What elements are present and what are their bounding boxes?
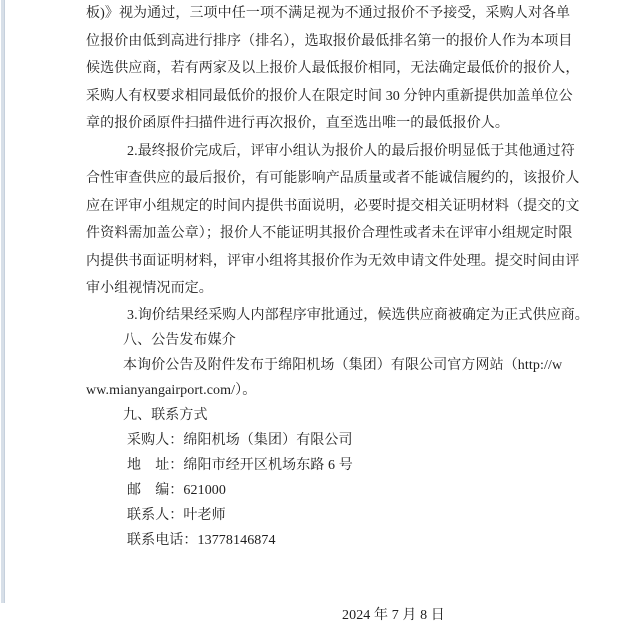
contact-phone-line: 联系电话：13778146874 — [127, 532, 276, 548]
spacer — [86, 553, 576, 578]
contact-address-line: 地 址：绵阳市经开区机场东路 6 号 — [127, 457, 353, 473]
spacer — [86, 578, 576, 603]
contact-purchaser-line: 采购人：绵阳机场（集团）有限公司 — [127, 432, 353, 448]
body-text-line: 采购人有权要求相同最低价的报价人在限定时间 30 分钟内重新提供加盖单位公 — [86, 88, 573, 104]
clause-2-first-line: 2.最终报价完成后，评审小组认为报价人的最后报价明显低于其他通过符 — [127, 143, 575, 159]
website-url-line: ww.mianyangairport.com/）。 — [86, 382, 257, 398]
website-announcement-line: 本询价公告及附件发布于绵阳机场（集团）有限公司官方网站（http://w — [123, 357, 563, 373]
section-heading-media: 八、公告发布媒介 — [123, 332, 236, 348]
document-page — [86, 0, 589, 628]
document-body-lower — [86, 303, 589, 553]
body-text-line: 位报价由低到高进行排序（排名），选取报价最低排名第一的报价人作为本项目 — [86, 33, 573, 49]
document-body-upper — [86, 0, 580, 303]
body-text-line: 合性审查供应的最后报价，有可能影响产品质量或者不能诚信履约的，该报价人 — [86, 171, 580, 186]
body-text-line: 件资料需加盖公章）；报价人不能证明其报价合理性或者未在评审小组规定时限 — [86, 226, 573, 241]
body-text-line: 章的报价函原件扫描件进行再次报价，直至选出唯一的最低报价人。 — [86, 116, 509, 131]
paragraph-continuation-line: 板)》视为通过，三项中任一项不满足视为不通过报价不予接受，采购人对各单 — [86, 6, 571, 21]
contact-person-line: 联系人：叶老师 — [127, 507, 226, 523]
clause-3-line: 3.询价结果经采购人内部程序审批通过，候选供应商被确定为正式供应商。 — [127, 307, 589, 323]
body-text-line: 审小组视情况而定。 — [86, 281, 213, 296]
document-date: 2024 年 7 月 8 日 — [342, 607, 445, 623]
body-text-line: 内提供书面证明材料，评审小组将其报价作为无效申请文件处理。提交时间由评 — [86, 253, 580, 269]
section-heading-contact: 九、联系方式 — [123, 407, 208, 423]
contact-postcode-line: 邮 编：621000 — [127, 482, 226, 498]
body-text-line: 应在评审小组规定的时间内提供书面说明，必要时提交相关证明材料（提交的文 — [86, 198, 580, 214]
window-left-edge — [1, 0, 5, 603]
body-text-line: 候选供应商，若有两家及以上报价人最低报价相同，无法确定最低价的报价人， — [86, 61, 580, 76]
